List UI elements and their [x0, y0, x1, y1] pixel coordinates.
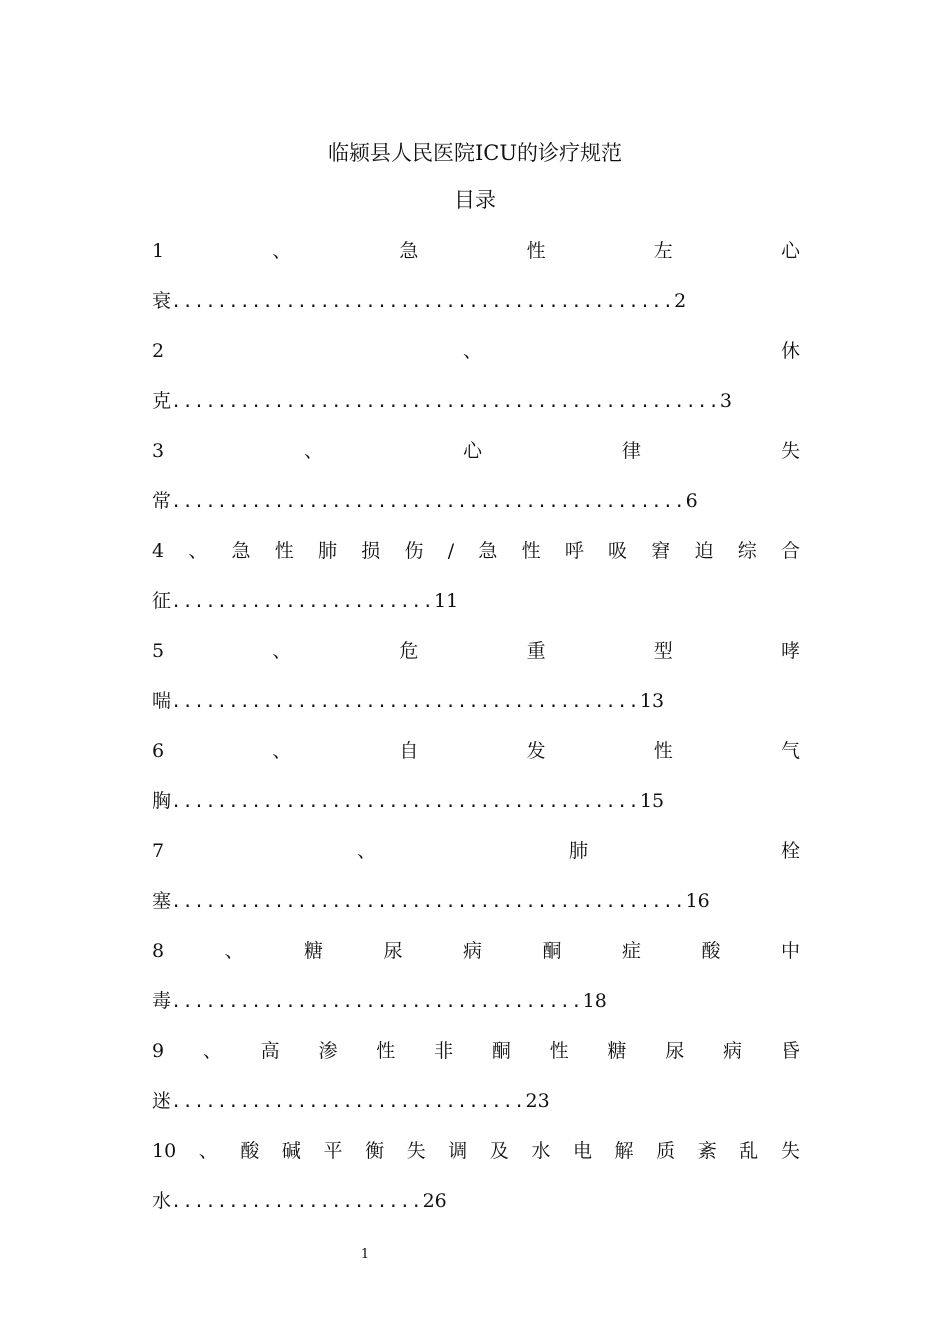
toc-entry-line1	[152, 939, 800, 963]
toc-entry-char: 酮	[542, 940, 562, 962]
toc-entry-char: 综	[737, 540, 757, 562]
toc-entry-char: 性	[274, 540, 294, 562]
toc-entry-char: 心	[780, 240, 800, 262]
toc-entry-last-char: 水	[152, 1190, 172, 1212]
toc-entry-line1	[152, 639, 800, 663]
toc-entry-char: 律	[621, 440, 641, 462]
toc-entry-line1	[152, 739, 800, 763]
toc-entry-char: 呼	[564, 540, 584, 562]
toc-entry-char: /	[447, 540, 455, 562]
toc-entry-char: 水	[531, 1140, 551, 1162]
toc-entry-char: 迫	[694, 540, 714, 562]
toc-entry-char: 急	[478, 540, 498, 562]
toc-entry-separator: 、	[304, 440, 324, 462]
toc-dot-leader: .......................	[171, 592, 435, 612]
toc-dot-leader: .............................................	[171, 892, 686, 912]
toc-entry-separator: 、	[272, 640, 292, 662]
toc-entry-char: 酸	[240, 1140, 260, 1162]
toc-entry-last-char: 毒	[152, 990, 172, 1012]
toc-dot-leader: ....................................	[171, 992, 583, 1012]
toc-entry-char: 性	[549, 1040, 569, 1062]
toc-entry-page: 13	[639, 690, 665, 712]
toc-entry-separator: 、	[272, 240, 292, 262]
toc-entry-char: 性	[521, 540, 541, 562]
toc-entry-line1	[152, 239, 800, 263]
toc-entry-separator: 、	[463, 340, 483, 362]
toc-entry-line1	[152, 539, 800, 563]
toc-entry-char: 酮	[491, 1040, 511, 1062]
toc-entry-char: 重	[526, 640, 546, 662]
toc-entry-char: 心	[463, 440, 483, 462]
toc-entry-separator: 、	[357, 840, 377, 862]
toc-entry-number: 2	[152, 340, 165, 362]
toc-entry-char: 肺	[318, 540, 338, 562]
toc-entry-line1	[152, 1039, 800, 1063]
toc-entry-line1	[152, 339, 800, 363]
toc-heading: 目录	[454, 188, 496, 212]
toc-entry-page: 11	[434, 590, 459, 612]
toc-entry-char: 伤	[404, 540, 424, 562]
toc-entry-char: 窘	[651, 540, 671, 562]
toc-entry-char: 渗	[318, 1040, 338, 1062]
toc-entry-char: 及	[489, 1140, 509, 1162]
toc-entry-char: 失	[780, 1140, 800, 1162]
toc-entry-line2[interactable]	[152, 789, 800, 813]
document-title: 临颍县人民医院ICU的诊疗规范	[327, 141, 623, 165]
toc-entry-char: 电	[572, 1140, 592, 1162]
toc-dot-leader: .............................................	[171, 492, 686, 512]
toc-entry-char: 碱	[281, 1140, 301, 1162]
toc-entry-line1	[152, 839, 800, 863]
toc-entry-char: 解	[614, 1140, 634, 1162]
toc-entry-separator: 、	[202, 1040, 222, 1062]
toc-entry-last-char: 衰	[152, 290, 172, 312]
toc-entry-char: 昏	[780, 1040, 800, 1062]
toc-entry-char: 平	[323, 1140, 343, 1162]
toc-entry-line2[interactable]	[152, 589, 800, 613]
toc-entry-char: 衡	[365, 1140, 385, 1162]
toc-entry-char: 失	[406, 1140, 426, 1162]
toc-entry-char: 非	[434, 1040, 454, 1062]
toc-entry-char: 性	[653, 740, 673, 762]
toc-entry-char: 失	[780, 440, 800, 462]
toc-entry-char: 高	[260, 1040, 280, 1062]
toc-entry-number: 3	[152, 440, 165, 462]
toc-entry-last-char: 迷	[152, 1090, 172, 1112]
toc-entry-page: 2	[674, 290, 687, 312]
toc-entry-line2[interactable]	[152, 1189, 800, 1213]
toc-entry-char: 休	[780, 340, 800, 362]
toc-entry-line2[interactable]	[152, 1089, 800, 1113]
toc-entry-char: 质	[656, 1140, 676, 1162]
toc-entry-char: 病	[723, 1040, 743, 1062]
toc-entry-char: 气	[780, 740, 800, 762]
toc-entry-char: 尿	[383, 940, 403, 962]
toc-entry-line2[interactable]	[152, 989, 800, 1013]
toc-entry-char: 吸	[608, 540, 628, 562]
toc-entry-number: 1	[152, 240, 165, 262]
toc-entry-line2[interactable]	[152, 889, 800, 913]
toc-entry-char: 急	[231, 540, 251, 562]
toc-entry-line2[interactable]	[152, 489, 800, 513]
toc-entry-char: 哮	[780, 640, 800, 662]
toc-entry-char: 紊	[697, 1140, 717, 1162]
toc-entry-last-char: 喘	[152, 690, 172, 712]
toc-entry-last-char: 征	[152, 590, 172, 612]
toc-entry-char: 左	[653, 240, 673, 262]
toc-entry-page: 26	[422, 1190, 447, 1212]
toc-entry-number: 7	[152, 840, 165, 862]
toc-dot-leader: .........................................	[171, 792, 640, 812]
toc-entry-char: 急	[399, 240, 419, 262]
toc-entry-separator: 、	[224, 940, 244, 962]
toc-entry-char: 性	[526, 240, 546, 262]
toc-entry-number: 9	[152, 1040, 165, 1062]
toc-entry-separator: 、	[188, 540, 208, 562]
toc-dot-leader: .........................................	[171, 692, 640, 712]
table-of-contents	[152, 239, 800, 1239]
toc-entry-number: 4	[152, 540, 165, 562]
toc-entry-page: 18	[582, 990, 607, 1012]
toc-entry-line2[interactable]	[152, 389, 800, 413]
toc-entry-char: 酸	[701, 940, 721, 962]
toc-entry-char: 危	[399, 640, 419, 662]
toc-entry-char: 自	[399, 740, 419, 762]
page-number: 1	[360, 1247, 370, 1262]
toc-dot-leader: ................................................	[171, 392, 720, 412]
toc-entry-char: 尿	[665, 1040, 685, 1062]
toc-entry-last-char: 常	[152, 490, 172, 512]
toc-entry-page: 15	[639, 790, 665, 812]
toc-entry-char: 栓	[780, 840, 800, 862]
toc-entry-char: 病	[463, 940, 483, 962]
toc-dot-leader: ......................	[171, 1192, 423, 1212]
toc-entry-number: 6	[152, 740, 165, 762]
toc-entry-last-char: 胸	[152, 790, 172, 812]
toc-entry-page: 23	[525, 1090, 550, 1112]
toc-entry-char: 损	[361, 540, 381, 562]
toc-entry-line2[interactable]	[152, 289, 800, 313]
toc-entry-page: 3	[719, 390, 732, 412]
toc-entry-last-char: 塞	[152, 890, 172, 912]
toc-entry-char: 糖	[607, 1040, 627, 1062]
toc-entry-char: 中	[780, 940, 800, 962]
toc-dot-leader: ...............................	[171, 1092, 526, 1112]
toc-entry-char: 症	[621, 940, 641, 962]
toc-dot-leader: ............................................	[171, 292, 675, 312]
toc-entry-char: 调	[448, 1140, 468, 1162]
toc-entry-last-char: 克	[152, 390, 172, 412]
toc-entry-number: 5	[152, 640, 165, 662]
toc-entry-char: 糖	[304, 940, 324, 962]
toc-entry-number: 8	[152, 940, 165, 962]
toc-entry-char: 性	[376, 1040, 396, 1062]
toc-entry-number: 10	[152, 1140, 177, 1162]
toc-entry-char: 乱	[739, 1140, 759, 1162]
toc-entry-char: 合	[780, 540, 800, 562]
toc-entry-line1	[152, 439, 800, 463]
toc-entry-char: 型	[653, 640, 673, 662]
toc-entry-char: 发	[526, 740, 546, 762]
toc-entry-char: 肺	[569, 840, 589, 862]
toc-entry-line1	[152, 1139, 800, 1163]
toc-entry-line2[interactable]	[152, 689, 800, 713]
toc-entry-page: 16	[685, 890, 710, 912]
toc-entry-page: 6	[685, 490, 698, 512]
toc-entry-separator: 、	[272, 740, 292, 762]
toc-entry-separator: 、	[198, 1140, 218, 1162]
